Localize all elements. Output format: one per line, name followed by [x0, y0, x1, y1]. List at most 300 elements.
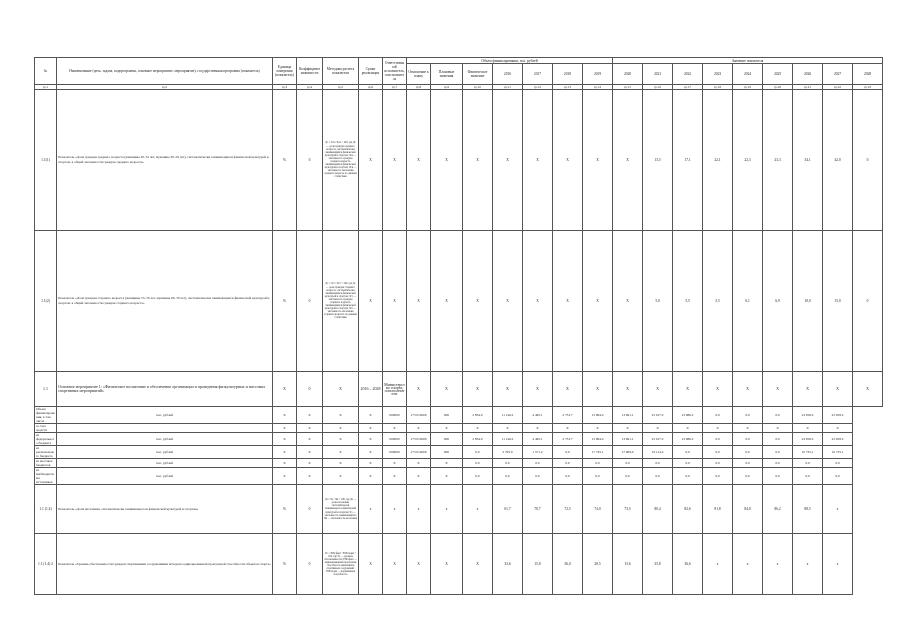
- col-year: 2016: [493, 64, 523, 85]
- cell: 0,0: [553, 446, 583, 459]
- cell: 0,0: [733, 407, 763, 424]
- cell: 5,0: [643, 231, 673, 372]
- column-number: гр.3: [273, 85, 297, 90]
- cell: 0,0: [763, 459, 793, 468]
- cell: 22 818,2: [793, 407, 823, 424]
- col-year: 2025: [763, 64, 793, 85]
- row-method: Уо = ЕПСфакт / ЕПСнорм × 100, где Уо — уровень обеспеченности; ЕПСфакт — единовременная пропускная способность имеющихся спортивных сооружений; ЕПСнорм — нормативная потребность: [323, 534, 359, 595]
- cell: X: [431, 459, 463, 468]
- column-number: гр.23: [853, 85, 883, 90]
- cell: 10,0: [793, 231, 823, 372]
- cell: X: [407, 90, 431, 231]
- cell: X: [733, 372, 763, 407]
- cell: 0,0: [763, 433, 793, 446]
- cell: 0,0: [463, 459, 493, 468]
- cell: X: [553, 424, 583, 433]
- cell: X: [583, 372, 613, 407]
- cell: 0,0: [703, 446, 733, 459]
- row-name: Показатель «Доля населения, систематически занимающегося физической культурой и спортом»: [57, 485, 273, 534]
- column-number: гр.7: [383, 85, 407, 90]
- cell: X: [273, 446, 297, 459]
- col-coef: Коэффициент значимости: [297, 58, 323, 85]
- cell: 0,0: [793, 468, 823, 485]
- cell: 11 146,2: [493, 433, 523, 446]
- row-coef: 0: [297, 485, 323, 534]
- cell: X: [613, 424, 643, 433]
- row-no: 1.1(2): [35, 231, 57, 372]
- cell: 4 465,1: [523, 433, 553, 446]
- finance-label: Объем финансирования, в том числе: [36, 407, 55, 423]
- finance-unit: [57, 424, 273, 433]
- cell: 13 994,0: [583, 433, 613, 446]
- col-f1: Отношение к плану: [407, 64, 431, 85]
- cell: 23,3: [763, 90, 793, 231]
- cell: X: [523, 424, 553, 433]
- row-no: 1.1 (1.4): [35, 485, 57, 534]
- cell: x: [823, 534, 853, 595]
- row-unit: %: [273, 231, 297, 372]
- row-method: Дз = Чз / Чн × 100, где Дз — доля населения, систематически занимающегося физической культурой и спортом; Чз — численность занимающихся; Чн — численность населения: [323, 485, 359, 534]
- cell: 0: [853, 90, 883, 231]
- cell: 5,5: [703, 231, 733, 372]
- cell: X: [613, 372, 643, 407]
- cell: X: [297, 468, 323, 485]
- cell: 2 733,7: [553, 433, 583, 446]
- cell: X: [853, 372, 883, 407]
- cell: X: [583, 424, 613, 433]
- cell: 35,8: [643, 534, 673, 595]
- cell: 11 146,2: [493, 407, 523, 424]
- row-resp: Министерство спорта, соисполнители: [383, 372, 407, 407]
- row-coef: 0: [297, 90, 323, 231]
- finance-unit: тыс. рублей: [57, 459, 273, 468]
- finance-unit: тыс. рублей: [57, 446, 273, 459]
- cell: x: [793, 534, 823, 595]
- cell: 10 735,1: [823, 446, 853, 459]
- cell: 2 795,0: [493, 446, 523, 459]
- cell: 000000: [383, 433, 407, 446]
- row-period: X: [359, 90, 383, 231]
- cell: X: [733, 424, 763, 433]
- cell: X: [493, 231, 523, 372]
- column-number: гр.18: [703, 85, 733, 90]
- cell: X: [463, 231, 493, 372]
- table-row: [35, 231, 883, 372]
- cell: 22 818,2: [823, 433, 853, 446]
- cell: 2 733,7: [553, 407, 583, 424]
- row-period: 2016 – 2028: [359, 372, 383, 407]
- cell: 73,5: [613, 485, 643, 534]
- cell: X: [273, 407, 297, 424]
- cell: х: [359, 485, 383, 534]
- cell: 61,7: [493, 485, 523, 534]
- cell: X: [383, 459, 407, 468]
- cell: X: [383, 424, 407, 433]
- finance-unit: тыс. рублей: [57, 468, 273, 485]
- row-method: Дс = Зст / Чст × 100, где Дс — доля граждан старшего возраста, систематически занимающихся физической культурой и спортом; Зст — численность граждан старшего возраста, занимающихся физической культурой и спортом; Чст — численность населения старшего возраста по данным статистики: [323, 231, 359, 372]
- column-number: гр.6: [359, 85, 383, 90]
- cell: 0,0: [733, 433, 763, 446]
- cell: 13 691,1: [613, 407, 643, 424]
- cell: 23 107,2: [643, 407, 673, 424]
- cell: x: [733, 534, 763, 595]
- column-number: гр.10: [463, 85, 493, 90]
- cell: X: [463, 372, 493, 407]
- finance-label: из внебюджетных источников: [35, 468, 57, 485]
- cell: X: [323, 468, 359, 485]
- col-f3: Фактическое значение: [463, 64, 493, 85]
- row-method: X: [323, 372, 359, 407]
- finance-label: за счет средств: [35, 424, 57, 433]
- column-number: гр.2: [57, 85, 273, 90]
- cell: 0,0: [493, 468, 523, 485]
- cell: 36,0: [553, 534, 583, 595]
- cell: X: [673, 372, 703, 407]
- cell: 0,0: [793, 459, 823, 468]
- row-no: 1.1 (1.4) 2: [35, 534, 57, 595]
- cell: х: [823, 485, 853, 534]
- column-number: гр.16: [643, 85, 673, 90]
- cell: X: [431, 90, 463, 231]
- cell: X: [323, 459, 359, 468]
- row-coef: 0: [297, 231, 323, 372]
- cell: 0,0: [823, 468, 853, 485]
- col-year: 2024: [733, 64, 763, 85]
- cell: X: [463, 90, 493, 231]
- cell: 28,5: [583, 534, 613, 595]
- cell: X: [431, 534, 463, 595]
- table-row: [35, 90, 883, 231]
- col-resp: Ответственный исполнитель, соисполнитель: [383, 58, 407, 85]
- cell: 13 691,1: [613, 433, 643, 446]
- cell: 0,0: [703, 468, 733, 485]
- cell: 000000: [383, 407, 407, 424]
- finance-row: [35, 433, 883, 446]
- row-name: Показатель «Доля граждан старшего возраста (женщины 55–79 лет, мужчины 60–79 лет), систематически занимающихся физической культурой и спортом, в общей численности граждан старшего возраста»: [57, 231, 273, 372]
- cell: 0,0: [493, 459, 523, 468]
- cell: 0,0: [703, 407, 733, 424]
- cell: 23 114,2: [643, 446, 673, 459]
- finance-row: [35, 459, 883, 468]
- cell: 5,5: [673, 231, 703, 372]
- col-year: 2023: [703, 64, 733, 85]
- cell: X: [493, 424, 523, 433]
- cell: X: [523, 231, 553, 372]
- cell: 0,0: [523, 459, 553, 468]
- cell: 10 735,1: [793, 446, 823, 459]
- cell: 0,0: [553, 459, 583, 468]
- column-number: гр.14: [583, 85, 613, 90]
- cell: X: [323, 424, 359, 433]
- cell: 2 834,0: [463, 407, 493, 424]
- cell: 34,1: [793, 90, 823, 231]
- col-year: 2022: [673, 64, 703, 85]
- row-name: Показатель «Доля граждан среднего возраста (женщины 30–54 лет, мужчины 30–59 лет), систематически занимающихся физической культурой и спортом, в общей численности граждан среднего возраста»: [57, 90, 273, 231]
- column-number: гр.1: [35, 85, 57, 90]
- cell: 22,1: [703, 90, 733, 231]
- cell: X: [407, 534, 431, 595]
- cell: X: [431, 468, 463, 485]
- cell: x: [703, 534, 733, 595]
- cell: 0,0: [583, 468, 613, 485]
- cell: X: [793, 424, 823, 433]
- column-number: гр.20: [763, 85, 793, 90]
- cell: X: [359, 459, 383, 468]
- col-year: 2020: [613, 64, 643, 85]
- cell: X: [323, 433, 359, 446]
- finance-row: [35, 407, 883, 424]
- group-finance: Объем финансирования, тыс. рублей: [407, 58, 613, 64]
- cell: 23 086,2: [673, 433, 703, 446]
- finance-unit: тыс. рублей: [57, 433, 273, 446]
- indicators-table: [34, 57, 883, 595]
- cell: 173 012000: [407, 433, 431, 446]
- cell: 000: [431, 433, 463, 446]
- cell: 17 609,9: [613, 446, 643, 459]
- cell: 70,7: [523, 485, 553, 534]
- cell: 22 818,2: [793, 433, 823, 446]
- cell: 72,5: [553, 485, 583, 534]
- cell: х: [431, 485, 463, 534]
- cell: 0,0: [523, 468, 553, 485]
- cell: X: [583, 90, 613, 231]
- cell: X: [553, 90, 583, 231]
- column-number: гр.11: [493, 85, 523, 90]
- cell: X: [493, 372, 523, 407]
- cell: X: [273, 424, 297, 433]
- group-values: Значение показателя: [613, 58, 883, 64]
- col-year: 2026: [793, 64, 823, 85]
- cell: 4 465,1: [523, 407, 553, 424]
- cell: 0,0: [463, 446, 493, 459]
- row-coef: 0: [297, 534, 323, 595]
- row-unit: %: [273, 90, 297, 231]
- cell: 6,1: [733, 231, 763, 372]
- table-row: [35, 372, 883, 407]
- cell: X: [407, 459, 431, 468]
- column-number: гр.15: [613, 85, 643, 90]
- cell: X: [273, 459, 297, 468]
- col-year: 2021: [643, 64, 673, 85]
- cell: X: [823, 372, 853, 407]
- col-unit: Единица измерения (показатель): [273, 58, 297, 85]
- cell: 15,6: [613, 534, 643, 595]
- cell: 81,8: [703, 485, 733, 534]
- cell: 0,0: [703, 433, 733, 446]
- cell: 0,0: [763, 446, 793, 459]
- row-coef: 0: [297, 372, 323, 407]
- cell: X: [493, 90, 523, 231]
- finance-row: [35, 424, 883, 433]
- row-method: Дс = Зсв / Чсв × 100, где Дс — доля граждан среднего возраста, систематически занимающихся физической культурой и спортом; Зсв — численность граждан среднего возраста, занимающихся физической культурой и спортом; Чсв — численность населения среднего возраста по данным статистики: [323, 90, 359, 231]
- cell: X: [703, 424, 733, 433]
- cell: 0,0: [763, 468, 793, 485]
- column-number: гр.17: [673, 85, 703, 90]
- cell: 22 818,2: [823, 407, 853, 424]
- table-row: [35, 534, 883, 595]
- cell: X: [463, 424, 493, 433]
- cell: 23 107,2: [643, 433, 673, 446]
- cell: X: [613, 90, 643, 231]
- cell: X: [297, 459, 323, 468]
- cell: X: [643, 372, 673, 407]
- cell: 17,1: [673, 90, 703, 231]
- finance-label: из местных бюджетов: [35, 459, 57, 468]
- cell: 15,0: [823, 231, 853, 372]
- cell: 74,0: [583, 485, 613, 534]
- cell: X: [359, 407, 383, 424]
- cell: X: [383, 534, 407, 595]
- cell: X: [823, 424, 853, 433]
- cell: X: [323, 407, 359, 424]
- cell: X: [553, 231, 583, 372]
- cell: 36,6: [673, 534, 703, 595]
- cell: X: [407, 468, 431, 485]
- finance-unit: тыс. рублей: [57, 407, 273, 424]
- row-period: X: [359, 231, 383, 372]
- cell: X: [553, 372, 583, 407]
- cell: X: [359, 468, 383, 485]
- cell: X: [359, 534, 383, 595]
- cell: X: [643, 424, 673, 433]
- col-year: 2019: [583, 64, 613, 85]
- column-number: гр.9: [431, 85, 463, 90]
- col-name: Наименование (цель, задача, подпрограмма, основное мероприятие, мероприятие), государственная программа (показатель): [57, 58, 273, 85]
- row-resp: X: [383, 90, 407, 231]
- cell: X: [297, 407, 323, 424]
- cell: 0,0: [823, 459, 853, 468]
- cell: 0,0: [673, 468, 703, 485]
- row-no: 1.1: [35, 372, 57, 407]
- col-no: №: [35, 58, 57, 85]
- cell: 80,4: [643, 485, 673, 534]
- cell: 13 994,0: [583, 407, 613, 424]
- cell: 0,0: [703, 459, 733, 468]
- cell: х: [463, 485, 493, 534]
- cell: X: [763, 424, 793, 433]
- cell: 33,6: [493, 534, 523, 595]
- column-number: гр.4: [297, 85, 323, 90]
- cell: 0,0: [583, 459, 613, 468]
- cell: 0,0: [643, 459, 673, 468]
- cell: 0,0: [733, 459, 763, 468]
- col-year: 2017: [523, 64, 553, 85]
- cell: X: [431, 424, 463, 433]
- cell: 0,0: [553, 468, 583, 485]
- col-year: 2028: [853, 64, 883, 85]
- cell: X: [431, 231, 463, 372]
- column-number: гр.12: [523, 85, 553, 90]
- row-unit: %: [273, 485, 297, 534]
- cell: 173 012000: [407, 407, 431, 424]
- cell: X: [703, 372, 733, 407]
- cell: 0,0: [463, 468, 493, 485]
- cell: 0,0: [643, 468, 673, 485]
- finance-label: из федерального бюджета: [35, 433, 57, 446]
- cell: 6,9: [763, 231, 793, 372]
- cell: 1 571,2: [523, 446, 553, 459]
- cell: 173 012000: [407, 446, 431, 459]
- col-method: Методика расчета показателя: [323, 58, 359, 85]
- cell: 000: [431, 446, 463, 459]
- row-no: 1.1(1): [35, 90, 57, 231]
- cell: х: [407, 485, 431, 534]
- cell: X: [359, 446, 383, 459]
- cell: 0,0: [673, 446, 703, 459]
- cell: X: [359, 424, 383, 433]
- cell: X: [463, 534, 493, 595]
- row-resp: X: [383, 231, 407, 372]
- cell: X: [407, 231, 431, 372]
- cell: 0,0: [613, 459, 643, 468]
- cell: 0,0: [613, 468, 643, 485]
- cell: 000000: [383, 446, 407, 459]
- finance-row: [35, 468, 883, 485]
- column-number: гр.8: [407, 85, 431, 90]
- cell: 000: [431, 407, 463, 424]
- cell: X: [323, 446, 359, 459]
- row-unit: X: [273, 372, 297, 407]
- cell: x: [763, 534, 793, 595]
- cell: X: [407, 424, 431, 433]
- cell: X: [673, 424, 703, 433]
- table-row: [35, 485, 883, 534]
- cell: X: [431, 372, 463, 407]
- cell: 82,6: [673, 485, 703, 534]
- cell: 17 745,1: [583, 446, 613, 459]
- cell: X: [523, 90, 553, 231]
- row-name: Основное мероприятие 1: «Физическое воспитание и обеспечение организации и проведения физкультурных и массовых спортивных мероприятий»: [57, 372, 273, 407]
- cell: 42,0: [823, 90, 853, 231]
- column-number: гр.22: [823, 85, 853, 90]
- cell: 0,0: [763, 407, 793, 424]
- cell: X: [583, 231, 613, 372]
- cell: 0: [853, 231, 883, 372]
- column-number: гр.5: [323, 85, 359, 90]
- column-number: гр.21: [793, 85, 823, 90]
- cell: 13,5: [643, 90, 673, 231]
- cell: X: [359, 433, 383, 446]
- cell: 0,0: [733, 446, 763, 459]
- col-period: Сроки реализации: [359, 58, 383, 85]
- cell: 84,0: [733, 485, 763, 534]
- cell: 88,5: [793, 485, 823, 534]
- column-number: гр.19: [733, 85, 763, 90]
- col-year: 2018: [553, 64, 583, 85]
- cell: X: [523, 372, 553, 407]
- cell: X: [297, 433, 323, 446]
- cell: X: [297, 446, 323, 459]
- cell: 22,3: [733, 90, 763, 231]
- cell: X: [763, 372, 793, 407]
- cell: X: [793, 372, 823, 407]
- cell: 15,8: [523, 534, 553, 595]
- cell: X: [297, 424, 323, 433]
- cell: X: [613, 231, 643, 372]
- finance-row: [35, 446, 883, 459]
- cell: 23 086,2: [673, 407, 703, 424]
- cell: 2 834,0: [463, 433, 493, 446]
- cell: 0,0: [673, 459, 703, 468]
- row-unit: %: [273, 534, 297, 595]
- cell: X: [407, 372, 431, 407]
- cell: X: [383, 468, 407, 485]
- col-f2: Плановые значения: [431, 64, 463, 85]
- cell: 0,0: [733, 468, 763, 485]
- row-name: Показатель «Уровень обеспеченности граждан спортивными сооружениями исходя из единовременной пропускной способности объектов спорта»: [57, 534, 273, 595]
- cell: 86,2: [763, 485, 793, 534]
- cell: X: [273, 433, 297, 446]
